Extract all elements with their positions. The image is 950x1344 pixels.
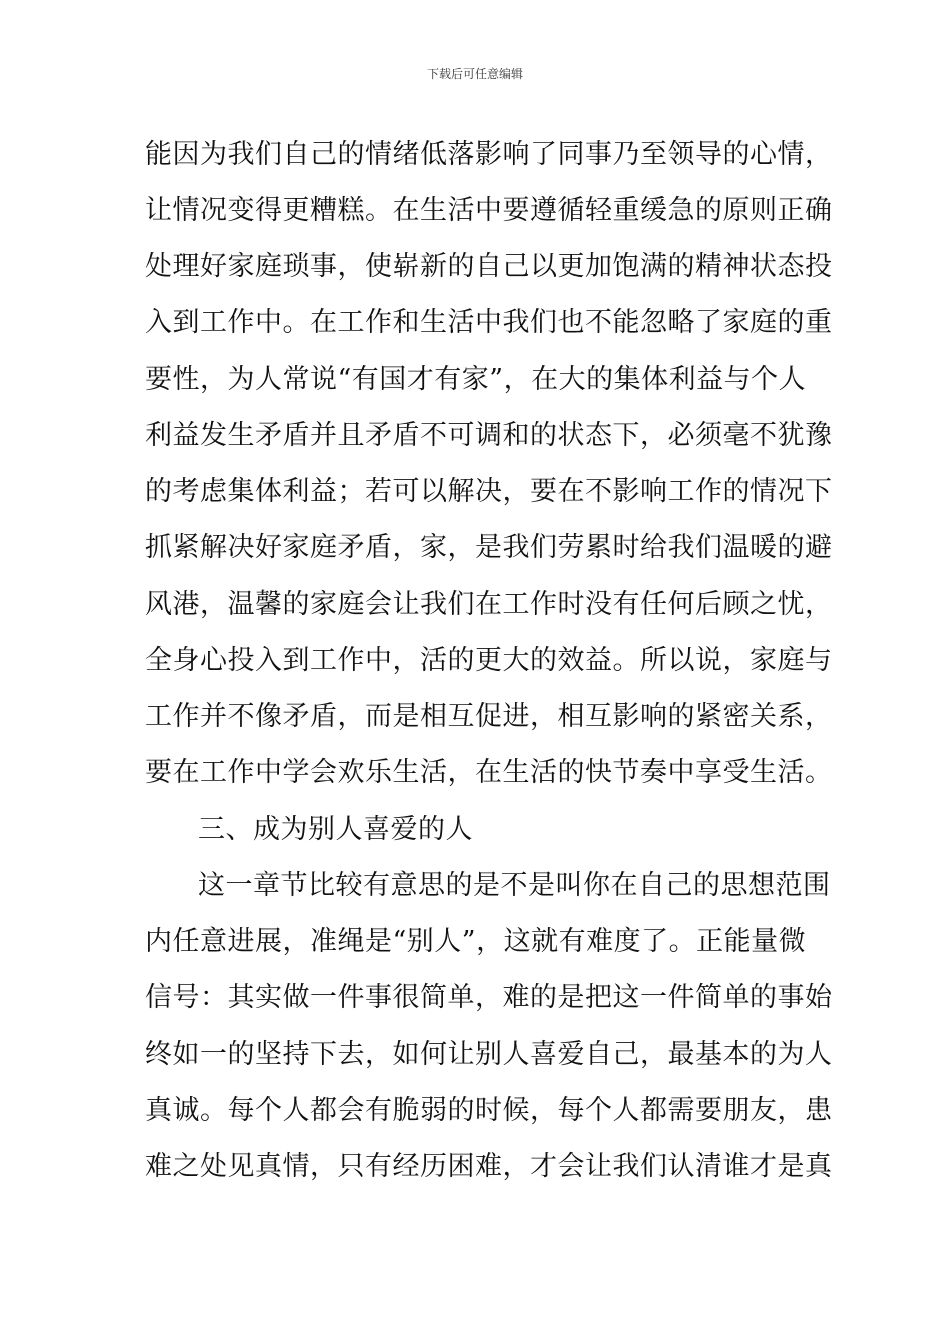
section-heading: 三、成为别人喜爱的人: [198, 814, 473, 845]
body-line: 内任意进展，准绳是“别人”，这就有难度了。正能量微: [145, 926, 807, 957]
body-line: 能因为我们自己的情绪低落影响了同事乃至领导的心情，: [145, 139, 833, 170]
body-line: 的考虑集体利益；若可以解决，要在不影响工作的情况下: [145, 476, 833, 507]
body-line: 抓紧解决好家庭矛盾，家，是我们劳累时给我们温暖的避: [145, 532, 833, 563]
body-line: 工作并不像矛盾，而是相互促进，相互影响的紧密关系，: [145, 701, 833, 732]
body-line: 全身心投入到工作中，活的更大的效益。所以说，家庭与: [145, 645, 833, 676]
page-header-note: 下载后可任意编辑: [426, 67, 523, 81]
body-line: 终如一的坚持下去，如何让别人喜爱自己，最基本的为人: [145, 1039, 833, 1070]
body-line: 入到工作中。在工作和生活中我们也不能忽略了家庭的重: [145, 307, 833, 338]
body-line: 难之处见真情，只有经历困难，才会让我们认清谁才是真: [145, 1151, 833, 1182]
body-line: 处理好家庭琐事，使崭新的自己以更加饱满的精神状态投: [145, 251, 833, 282]
body-line: 这一章节比较有意思的是不是叫你在自己的思想范围: [198, 870, 831, 901]
body-line: 信号：其实做一件事很简单，难的是把这一件简单的事始: [145, 982, 833, 1013]
body-line: 要性，为人常说“有国才有家”，在大的集体利益与个人: [145, 364, 807, 395]
body-line: 让情况变得更糟糕。在生活中要遵循轻重缓急的原则正确: [145, 195, 833, 226]
body-line: 风港，温馨的家庭会让我们在工作时没有任何后顾之忧，: [145, 589, 833, 620]
body-line: 真诚。每个人都会有脆弱的时候，每个人都需要朋友，患: [145, 1095, 833, 1126]
body-line: 利益发生矛盾并且矛盾不可调和的状态下，必须毫不犹豫: [145, 420, 833, 451]
body-line: 要在工作中学会欢乐生活，在生活的快节奏中享受生活。: [145, 757, 833, 788]
